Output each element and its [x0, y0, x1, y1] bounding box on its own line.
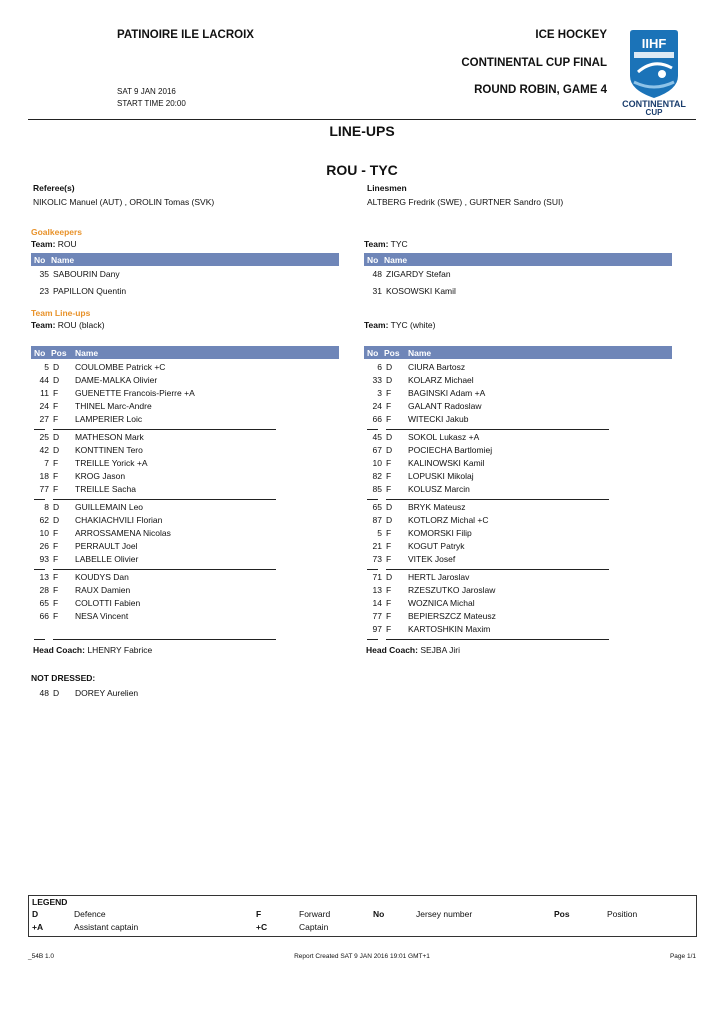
player-row: [364, 611, 664, 624]
line-separator: [386, 569, 609, 570]
linesmen-label: Linesmen: [367, 183, 407, 193]
player-name: CIURA Bartosz: [408, 362, 466, 372]
player-row: [364, 572, 664, 585]
jersey-number: 66: [372, 414, 382, 424]
player-position: D: [53, 432, 60, 442]
player-position: D: [386, 445, 393, 455]
player-position: F: [386, 401, 392, 411]
player-position: F: [53, 611, 59, 621]
player-row: [31, 572, 331, 585]
home-team-name: ROU: [57, 239, 77, 249]
goalkeeper-row: [31, 269, 331, 282]
team-label: Team:: [31, 320, 56, 330]
player-row: [364, 375, 664, 388]
player-name: NESA Vincent: [75, 611, 129, 621]
player-row: [364, 554, 664, 567]
player-name: BEPIERSZCZ Mateusz: [408, 611, 496, 621]
jersey-number: 65: [372, 502, 382, 512]
player-name: GUILLEMAIN Leo: [75, 502, 144, 512]
jersey-number: 28: [39, 585, 49, 595]
player-name: BAGINSKI Adam +A: [408, 388, 486, 398]
player-row: [364, 502, 664, 515]
player-name: DOREY Aurelien: [75, 688, 139, 698]
jersey-number: 66: [39, 611, 49, 621]
player-name: POCIECHA Bartlomiej: [408, 445, 493, 455]
player-row: [31, 598, 331, 611]
player-position: D: [53, 362, 60, 372]
player-position: F: [53, 401, 59, 411]
player-name: KOUDYS Dan: [75, 572, 129, 582]
player-row: [31, 585, 331, 598]
player-name: CHAKIACHVILI Florian: [75, 515, 163, 525]
player-name: PAPILLON Quentin: [53, 286, 127, 296]
player-name: HERTL Jaroslav: [408, 572, 470, 582]
jersey-number: 97: [372, 624, 382, 634]
jersey-number: 65: [39, 598, 49, 608]
player-row: [364, 445, 664, 458]
player-position: D: [386, 432, 393, 442]
player-row: [364, 471, 664, 484]
jersey-number: 5: [377, 528, 382, 538]
player-position: F: [386, 585, 392, 595]
player-name: TREILLE Sacha: [75, 484, 136, 494]
player-position: F: [386, 471, 392, 481]
player-position: D: [53, 515, 60, 525]
team-label: Team:: [364, 320, 389, 330]
player-name: WITECKI Jakub: [408, 414, 469, 424]
player-name: BRYK Mateusz: [408, 502, 466, 512]
player-position: F: [386, 414, 392, 424]
player-name: KROG Jason: [75, 471, 126, 481]
jersey-number: 48: [39, 688, 49, 698]
legend-title: LEGEND: [32, 897, 68, 907]
player-row: [364, 388, 664, 401]
player-position: F: [53, 388, 59, 398]
player-name: KARTOSHKIN Maxim: [408, 624, 491, 634]
player-name: KONTTINEN Tero: [75, 445, 143, 455]
report-created: Report Created SAT 9 JAN 2016 19:01 GMT+1: [294, 953, 430, 960]
logo-continental-text: CONTINENTAL: [622, 99, 686, 109]
jersey-number: 18: [39, 471, 49, 481]
player-position: F: [53, 484, 59, 494]
line-separator: [386, 429, 609, 430]
player-row: [364, 585, 664, 598]
player-name: WOZNICA Michal: [408, 598, 475, 608]
player-position: F: [53, 598, 59, 608]
jersey-number: 82: [372, 471, 382, 481]
jersey-number: 3: [377, 388, 382, 398]
match-title: ROU - TYC: [326, 162, 398, 178]
jersey-number: 73: [372, 554, 382, 564]
player-position: F: [53, 572, 59, 582]
player-position: D: [53, 688, 60, 698]
jersey-number: 13: [39, 572, 49, 582]
report-code: _54B 1.0: [28, 953, 55, 960]
player-name: THINEL Marc-Andre: [75, 401, 152, 411]
player-name: LOPUSKI Mikolaj: [408, 471, 474, 481]
jersey-number: 5: [44, 362, 49, 372]
player-position: D: [53, 445, 60, 455]
legend-key-no: No: [373, 909, 385, 919]
jersey-number: 13: [372, 585, 382, 595]
player-row: [364, 432, 664, 445]
player-row: [31, 375, 331, 388]
legend-key-d: D: [32, 909, 39, 919]
away-lineup-header: [364, 346, 672, 359]
player-name: COULOMBE Patrick +C: [75, 362, 166, 372]
player-row: [31, 471, 331, 484]
player-position: F: [386, 611, 392, 621]
player-name: PERRAULT Joel: [75, 541, 138, 551]
legend-key-f: F: [256, 909, 262, 919]
jersey-number: 77: [372, 611, 382, 621]
not-dressed-row: [31, 688, 331, 701]
player-name: MATHESON Mark: [75, 432, 144, 442]
player-row: [31, 458, 331, 471]
player-position: F: [53, 541, 59, 551]
player-row: [364, 362, 664, 375]
line-separator-short: [34, 569, 45, 570]
player-row: [31, 541, 331, 554]
line-separator: [53, 499, 276, 500]
line-separator-short: [34, 639, 45, 640]
player-position: F: [386, 388, 392, 398]
line-separator: [53, 569, 276, 570]
line-separator: [53, 639, 276, 640]
player-name: LABELLE Olivier: [75, 554, 139, 564]
col-name: Name: [384, 254, 408, 265]
player-position: F: [53, 471, 59, 481]
player-position: F: [386, 458, 392, 468]
col-pos: Pos: [384, 347, 400, 358]
player-position: D: [53, 502, 60, 512]
logo-cup-text: CUP: [645, 108, 663, 117]
team-lineups-label: Team Line-ups: [31, 308, 91, 318]
player-position: D: [53, 375, 60, 385]
player-name: KOTLORZ Michal +C: [408, 515, 489, 525]
jersey-number: 11: [40, 388, 49, 398]
player-name: ARROSSAMENA Nicolas: [75, 528, 171, 538]
not-dressed-label: NOT DRESSED:: [31, 673, 96, 683]
player-position: F: [53, 554, 59, 564]
player-position: D: [386, 362, 393, 372]
referees-names: NIKOLIC Manuel (AUT) , OROLIN Tomas (SVK): [33, 197, 215, 207]
home-gk-header: [31, 253, 339, 266]
away-head-coach: [366, 645, 460, 655]
player-name: KOMORSKI Filip: [408, 528, 472, 538]
col-no: No: [367, 254, 379, 265]
head-coach-label: Head Coach:: [33, 645, 85, 655]
player-position: D: [386, 375, 393, 385]
away-head-coach-name: SEJBA Jiri: [420, 645, 461, 655]
player-name: KOLUSZ Marcin: [408, 484, 470, 494]
legend-desc-pos: Position: [607, 909, 638, 919]
player-position: F: [386, 624, 392, 634]
player-row: [31, 515, 331, 528]
legend-key-pos: Pos: [554, 909, 570, 919]
player-row: [31, 362, 331, 375]
jersey-number: 21: [372, 541, 382, 551]
player-position: F: [53, 414, 59, 424]
player-position: F: [53, 528, 59, 538]
jersey-number: 42: [39, 445, 49, 455]
jersey-number: 27: [39, 414, 49, 424]
player-row: [31, 388, 331, 401]
jersey-number: 31: [372, 286, 382, 296]
player-position: F: [386, 541, 392, 551]
game-phase: ROUND ROBIN, GAME 4: [474, 84, 607, 96]
jersey-number: 14: [372, 598, 382, 608]
jersey-number: 10: [39, 528, 49, 538]
line-separator-short: [34, 499, 45, 500]
line-separator: [386, 639, 609, 640]
jersey-number: 7: [44, 458, 49, 468]
jersey-number: 10: [372, 458, 382, 468]
col-no: No: [367, 347, 379, 358]
player-row: [364, 414, 664, 427]
jersey-number: 48: [372, 269, 382, 279]
jersey-number: 45: [372, 432, 382, 442]
player-row: [364, 528, 664, 541]
venue-name: PATINOIRE ILE LACROIX: [117, 29, 254, 41]
player-row: [364, 401, 664, 414]
line-separator: [53, 429, 276, 430]
player-position: F: [386, 484, 392, 494]
away-gk-team: [364, 239, 408, 249]
away-gk-header: [364, 253, 672, 266]
jersey-number: 67: [372, 445, 382, 455]
player-row: [31, 414, 331, 427]
home-lineup-name: ROU (black): [57, 320, 105, 330]
jersey-number: 24: [372, 401, 382, 411]
player-name: TREILLE Yorick +A: [75, 458, 148, 468]
player-name: ZIGARDY Stefan: [386, 269, 451, 279]
goalkeeper-row: [364, 286, 664, 299]
col-name: Name: [75, 347, 99, 358]
line-separator-short: [367, 429, 378, 430]
player-position: D: [386, 572, 393, 582]
line-separator-short: [34, 429, 45, 430]
home-lineup-header: [31, 346, 339, 359]
legend-desc-f: Forward: [299, 909, 331, 919]
jersey-number: 87: [372, 515, 382, 525]
sport-name: ICE HOCKEY: [535, 29, 607, 41]
legend-desc-d: Defence: [74, 909, 106, 919]
legend-key-a: +A: [32, 922, 44, 932]
goalkeeper-row: [31, 286, 331, 299]
team-label: Team:: [31, 239, 56, 249]
jersey-number: 24: [39, 401, 49, 411]
player-name: RAUX Damien: [75, 585, 131, 595]
line-separator-short: [367, 639, 378, 640]
jersey-number: 25: [39, 432, 49, 442]
player-row: [364, 598, 664, 611]
event-name: CONTINENTAL CUP FINAL: [461, 57, 607, 69]
col-name: Name: [408, 347, 432, 358]
jersey-number: 26: [39, 541, 49, 551]
player-name: SOKOL Lukasz +A: [408, 432, 480, 442]
player-position: F: [386, 598, 392, 608]
legend-key-c: +C: [256, 922, 268, 932]
player-name: GUENETTE Francois-Pierre +A: [75, 388, 195, 398]
player-row: [31, 432, 331, 445]
away-lineup-team: [364, 320, 436, 330]
game-date: SAT 9 JAN 2016: [117, 87, 176, 96]
player-row: [364, 541, 664, 554]
player-position: F: [386, 528, 392, 538]
player-name: KOSOWSKI Kamil: [386, 286, 456, 296]
player-row: [31, 401, 331, 414]
team-label: Team:: [364, 239, 389, 249]
player-name: COLOTTI Fabien: [75, 598, 141, 608]
player-name: LAMPERIER Loic: [75, 414, 143, 424]
away-lineup-name: TYC (white): [390, 320, 436, 330]
player-name: SABOURIN Dany: [53, 269, 120, 279]
jersey-number: 62: [39, 515, 49, 525]
player-row: [31, 611, 331, 624]
jersey-number: 85: [372, 484, 382, 494]
home-lineup-team: [31, 320, 105, 330]
player-name: KOGUT Patryk: [408, 541, 465, 551]
page-title: LINE-UPS: [329, 123, 395, 139]
linesmen-names: ALTBERG Fredrik (SWE) , GURTNER Sandro (SUI): [367, 197, 564, 207]
player-position: F: [53, 585, 59, 595]
legend-desc-no: Jersey number: [416, 909, 473, 919]
goalkeeper-row: [364, 269, 664, 282]
player-row: [364, 515, 664, 528]
player-position: F: [386, 554, 392, 564]
player-row: [364, 484, 664, 497]
legend-desc-c: Captain: [299, 922, 329, 932]
col-no: No: [34, 254, 46, 265]
referees-label: Referee(s): [33, 183, 75, 193]
line-separator: [386, 499, 609, 500]
player-name: DAME-MALKA Olivier: [75, 375, 158, 385]
player-name: GALANT Radoslaw: [408, 401, 482, 411]
home-gk-team: [31, 239, 77, 249]
page-number: Page 1/1: [669, 953, 696, 960]
player-position: D: [386, 502, 393, 512]
game-date-time: [117, 86, 186, 110]
legend-box: [28, 895, 697, 937]
goalkeepers-label: Goalkeepers: [31, 227, 83, 237]
player-row: [31, 445, 331, 458]
player-name: RZESZUTKO Jaroslaw: [408, 585, 496, 595]
jersey-number: 77: [39, 484, 49, 494]
legend-desc-a: Assistant captain: [74, 922, 139, 932]
player-row: [31, 554, 331, 567]
jersey-number: 93: [39, 554, 49, 564]
home-head-coach-name: LHENRY Fabrice: [87, 645, 153, 655]
jersey-number: 23: [39, 286, 49, 296]
player-row: [31, 502, 331, 515]
col-no: No: [34, 347, 46, 358]
home-head-coach: [33, 645, 152, 655]
line-separator-short: [367, 569, 378, 570]
player-name: KALINOWSKI Kamil: [408, 458, 485, 468]
player-position: F: [53, 458, 59, 468]
line-separator-short: [367, 499, 378, 500]
header-divider: [28, 119, 696, 120]
col-pos: Pos: [51, 347, 67, 358]
logo-iihf-text: IIHF: [641, 36, 667, 51]
iihf-continental-cup-logo: [618, 28, 690, 118]
jersey-number: 71: [372, 572, 382, 582]
player-name: VITEK Josef: [408, 554, 456, 564]
player-row: [31, 484, 331, 497]
player-row: [364, 458, 664, 471]
player-row: [364, 624, 664, 637]
away-team-name: TYC: [390, 239, 408, 249]
jersey-number: 6: [377, 362, 382, 372]
col-name: Name: [51, 254, 75, 265]
jersey-number: 44: [39, 375, 49, 385]
player-name: KOLARZ Michael: [408, 375, 474, 385]
jersey-number: 33: [372, 375, 382, 385]
game-start-time: START TIME 20:00: [117, 99, 186, 108]
player-position: D: [386, 515, 393, 525]
head-coach-label: Head Coach:: [366, 645, 418, 655]
player-row: [31, 528, 331, 541]
jersey-number: 8: [44, 502, 49, 512]
jersey-number: 35: [39, 269, 49, 279]
